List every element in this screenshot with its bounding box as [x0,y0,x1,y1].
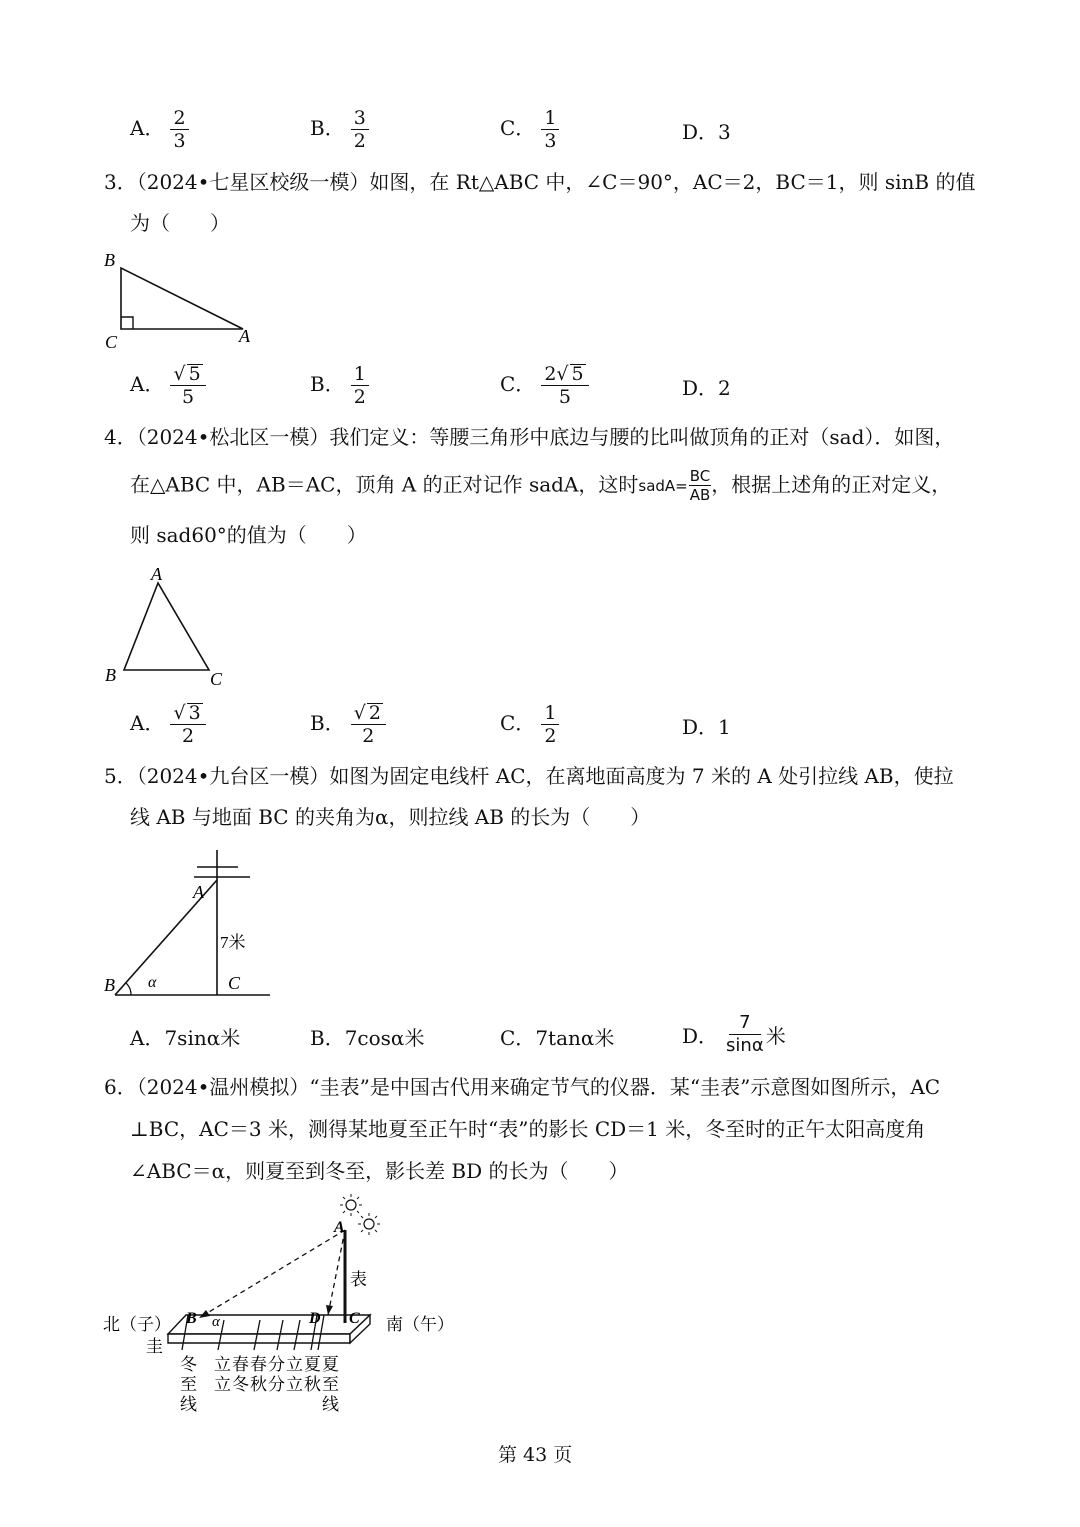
q6-label-b: B [186,1310,197,1327]
q5-pole-figure [98,848,278,1008]
q6-stem-line3: ∠ABC＝α，则夏至到冬至，影长差 BD 的长为（ ） [130,1159,629,1183]
q6-col7-2: 秋 [304,1375,321,1394]
q6-col1-3: 线 [180,1395,197,1414]
q4-stem-line1: 4．（2024•松北区一模）我们定义：等腰三角形中底边与腰的比叫做顶角的正对（sad）．如图， [104,425,955,449]
q6-label-alpha: α [212,1314,220,1330]
q6-gui-top [168,1315,370,1334]
q3-stem-line1: 3．（2024•七星区校级一模）如图，在 Rt△ABC 中，∠C＝90°，AC＝2，BC＝1，则 sinB 的值 [104,170,976,194]
q6-summer-ray [328,1230,345,1315]
q6-label-c: C [349,1310,360,1327]
q3-right-angle-mark [121,317,133,329]
q3-option-b[interactable] [310,364,369,407]
q4-label-a: A [151,564,162,584]
q6-col3-1: 春 [232,1355,249,1374]
q2-option-a-fraction: $\frac{2}{3}$ [170,108,188,151]
q4-option-c[interactable] [500,703,559,746]
q3-option-a-fraction: $\frac{√ 5}{5}$ [170,364,205,407]
q4-triangle-figure [96,562,236,692]
q3-option-d-letter: D． [682,376,719,400]
q3-option-d-value: 2 [718,376,731,400]
q6-solar-term-labels [180,1355,339,1414]
q2-option-c[interactable] [500,108,559,151]
q5-option-b-value: 7cosα米 [344,1026,425,1050]
q6-col3-2: 冬 [232,1375,249,1394]
q5-option-a-value: 7sinα米 [164,1026,241,1050]
q6-col8-2: 至 [322,1375,339,1394]
q4-option-a[interactable] [130,703,206,746]
q6-col1-2: 至 [180,1375,197,1394]
q4-option-a-letter: A． [130,711,165,735]
q3-label-c: C [105,332,118,352]
q6-guibiao-figure [100,1190,460,1425]
q6-label-a: A [334,1219,345,1236]
q5-option-d-unit: 米 [765,1024,786,1048]
q3-option-d[interactable] [682,372,731,401]
q4-stem-line3: 则 sad60°的值为（ ） [130,523,367,547]
q6-label-d: D [309,1310,321,1327]
q6-col8-1: 夏 [322,1355,339,1374]
q5-label-alpha: α [148,974,157,991]
q6-col6-1: 立 [286,1355,303,1374]
q4-option-b-fraction: $\frac{√ 2}{2}$ [351,703,386,746]
q6-col7-1: 夏 [304,1355,321,1374]
q2-option-b-letter: B． [310,116,345,140]
q4-option-d-letter: D． [682,715,719,739]
q6-col1-1: 冬 [180,1355,197,1374]
q3-label-b: B [104,250,115,270]
q2-option-a[interactable] [130,108,189,151]
q6-col6-2: 立 [286,1375,303,1394]
q4-option-b[interactable] [310,703,386,746]
q5-option-b[interactable] [310,1022,424,1051]
q3-option-a[interactable] [130,364,206,407]
q5-label-a: A [193,882,204,902]
q6-label-gui: 圭 [146,1337,163,1356]
q2-option-c-fraction: $\frac{1}{3}$ [541,108,559,151]
q4-stem-line2-part1: 在△ABC 中，AB＝AC，顶角 A 的正对记作 sadA，这时 [130,472,639,497]
q6-col5-2: 分 [268,1375,285,1394]
q6-stem-line1: 6．（2024•温州模拟）“圭表”是中国古代用来确定节气的仪器．某“圭表”示意图如图所示，AC [104,1075,941,1099]
q5-option-a[interactable] [130,1022,240,1051]
q3-option-b-fraction: $\frac{1}{2}$ [351,364,369,407]
q3-option-a-letter: A． [130,372,165,396]
q5-option-b-letter: B． [310,1026,345,1050]
q4-stem-line2 [130,468,951,504]
q4-option-c-fraction: $\frac{1}{2}$ [541,703,559,746]
q6-col8-3: 线 [322,1395,339,1414]
q5-label-height: 7米 [220,933,246,952]
q6-col2-1: 立 [214,1355,231,1374]
q3-option-b-letter: B． [310,372,345,396]
q4-label-b: B [105,665,116,685]
q3-option-c-letter: C． [500,372,536,396]
q6-col4-1: 春 [250,1355,267,1374]
q5-stem-line1: 5．（2024•九台区一模）如图为固定电线杆 AC，在离地面高度为 7 米的 A 处引拉线 AB，使拉 [104,764,954,788]
q3-triangle [121,268,243,329]
q5-angle-arc [126,983,131,995]
q3-stem-line2: 为（ ） [130,211,230,235]
q4-option-d[interactable] [682,711,731,740]
q5-option-d-letter: D． [682,1024,719,1048]
q5-label-b: B [104,975,115,995]
q2-option-c-letter: C． [500,116,536,140]
q6-winter-ray [199,1230,345,1318]
q6-col2-2: 立 [214,1375,231,1394]
q6-stem-line2: ⊥BC，AC＝3 米，测得某地夏至正午时“表”的影长 CD＝1 米，冬至时的正午太阳高度角 [130,1117,926,1141]
q4-sad-formula-fraction: $\frac{BC}{AB}$ [689,467,711,504]
q2-option-a-letter: A． [130,116,165,140]
q6-col5-1: 分 [268,1355,285,1374]
q4-triangle [124,583,209,670]
q4-option-d-value: 1 [718,715,731,739]
q2-option-d-letter: D． [682,120,719,144]
q5-option-a-letter: A． [130,1026,165,1050]
q2-option-d-value: 3 [718,120,731,144]
q4-stem-line2-part2: ，根据上述角的正对定义， [711,472,952,497]
q4-sad-formula-label: sadA= [638,477,688,495]
q4-option-c-letter: C． [500,711,536,735]
q6-gui-front [168,1334,350,1343]
q2-option-b-fraction: $\frac{3}{2}$ [351,108,369,151]
page-number: 第 43 页 [498,1444,573,1466]
q3-option-c-fraction: $\frac{2√ 5}{5}$ [541,364,588,407]
q4-option-a-fraction: $\frac{√ 3}{2}$ [170,703,205,746]
q3-triangle-figure [96,246,266,356]
q4-label-c: C [210,669,223,689]
q5-option-c-letter: C． [500,1026,536,1050]
q3-label-a: A [239,326,250,346]
q5-option-c-value: 7tanα米 [535,1026,615,1050]
q6-col4-2: 秋 [250,1375,267,1394]
q6-label-south: 南（午） [386,1315,454,1334]
q5-option-c[interactable] [500,1022,614,1051]
q6-label-biao: 表 [350,1270,367,1289]
q5-stem-line2: 线 AB 与地面 BC 的夹角为α，则拉线 AB 的长为（ ） [130,805,651,829]
q5-label-c: C [228,973,241,993]
q5-option-d[interactable] [682,1013,786,1056]
q2-option-d[interactable] [682,116,731,145]
q6-summer-ray-arrow [326,1305,333,1315]
q3-option-c[interactable] [500,364,589,407]
sun-icon [358,1213,380,1235]
q6-label-north: 北（子） [103,1315,171,1334]
sun-icon [340,1194,362,1216]
q4-option-b-letter: B． [310,711,345,735]
q5-option-d-fraction: $\frac{7}{\sin\alpha}$ [726,1012,764,1056]
q2-option-b[interactable] [310,108,369,151]
